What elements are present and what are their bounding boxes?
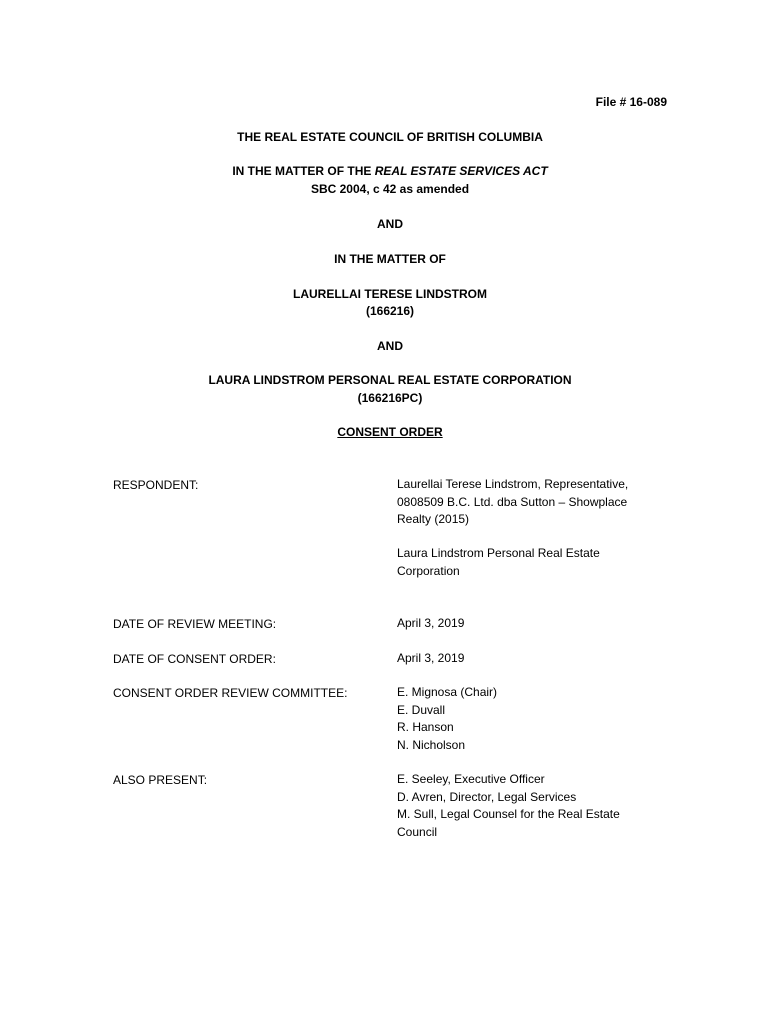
- respondent-block-1: [397, 476, 628, 529]
- matter-of-act-line: [0, 164, 770, 178]
- respondent-line: Laura Lindstrom Personal Real Estate: [397, 546, 600, 560]
- respondent-label: RESPONDENT:: [113, 478, 199, 492]
- review-meeting-date: April 3, 2019: [397, 616, 465, 630]
- committee-member: E. Duvall: [397, 702, 446, 717]
- and-separator-2: AND: [377, 339, 403, 353]
- committee-label: CONSENT ORDER REVIEW COMMITTEE:: [113, 686, 348, 700]
- also-present-person: M. Sull, Legal Counsel for the Real Estate: [397, 807, 620, 821]
- corporation-number: (166216PC): [357, 391, 423, 405]
- also-present-label: ALSO PRESENT:: [113, 773, 208, 787]
- respondent-line: Laurellai Terese Lindstrom, Representative,: [397, 477, 629, 491]
- council-heading: THE REAL ESTATE COUNCIL OF BRITISH COLUMBIA: [237, 130, 543, 144]
- respondent-line: Realty (2015): [397, 512, 470, 526]
- committee-member: E. Mignosa (Chair): [397, 685, 498, 699]
- committee-members: [397, 684, 497, 754]
- consent-order-date: April 3, 2019: [397, 651, 465, 665]
- respondent-name-heading: LAURELLAI TERESE LINDSTROM: [293, 287, 487, 301]
- matter-prefix: IN THE MATTER OF THE: [232, 164, 375, 178]
- also-present-person: E. Seeley, Executive Officer: [397, 772, 545, 786]
- respondent-line: Corporation: [397, 563, 460, 578]
- committee-member: R. Hanson: [397, 720, 454, 734]
- document-title: CONSENT ORDER: [337, 425, 443, 439]
- act-name: REAL ESTATE SERVICES ACT: [374, 164, 548, 178]
- committee-member: N. Nicholson: [397, 737, 466, 752]
- respondent-block-2: [397, 545, 600, 580]
- file-number: File # 16-089: [595, 95, 667, 109]
- act-citation: SBC 2004, c 42 as amended: [310, 182, 470, 196]
- also-present-person: Council: [397, 824, 438, 839]
- also-present-person: D. Avren, Director, Legal Services: [397, 789, 577, 804]
- corporation-name-heading: LAURA LINDSTROM PERSONAL REAL ESTATE CORPORATION: [208, 373, 572, 387]
- respondent-line: 0808509 B.C. Ltd. dba Sutton – Showplace: [397, 494, 628, 509]
- in-the-matter-of: IN THE MATTER OF: [334, 252, 446, 266]
- and-separator-1: AND: [377, 217, 403, 231]
- consent-order-date-label: DATE OF CONSENT ORDER:: [113, 652, 276, 666]
- review-meeting-label: DATE OF REVIEW MEETING:: [113, 617, 277, 631]
- respondent-number: (166216): [365, 304, 415, 318]
- also-present-list: [397, 771, 620, 841]
